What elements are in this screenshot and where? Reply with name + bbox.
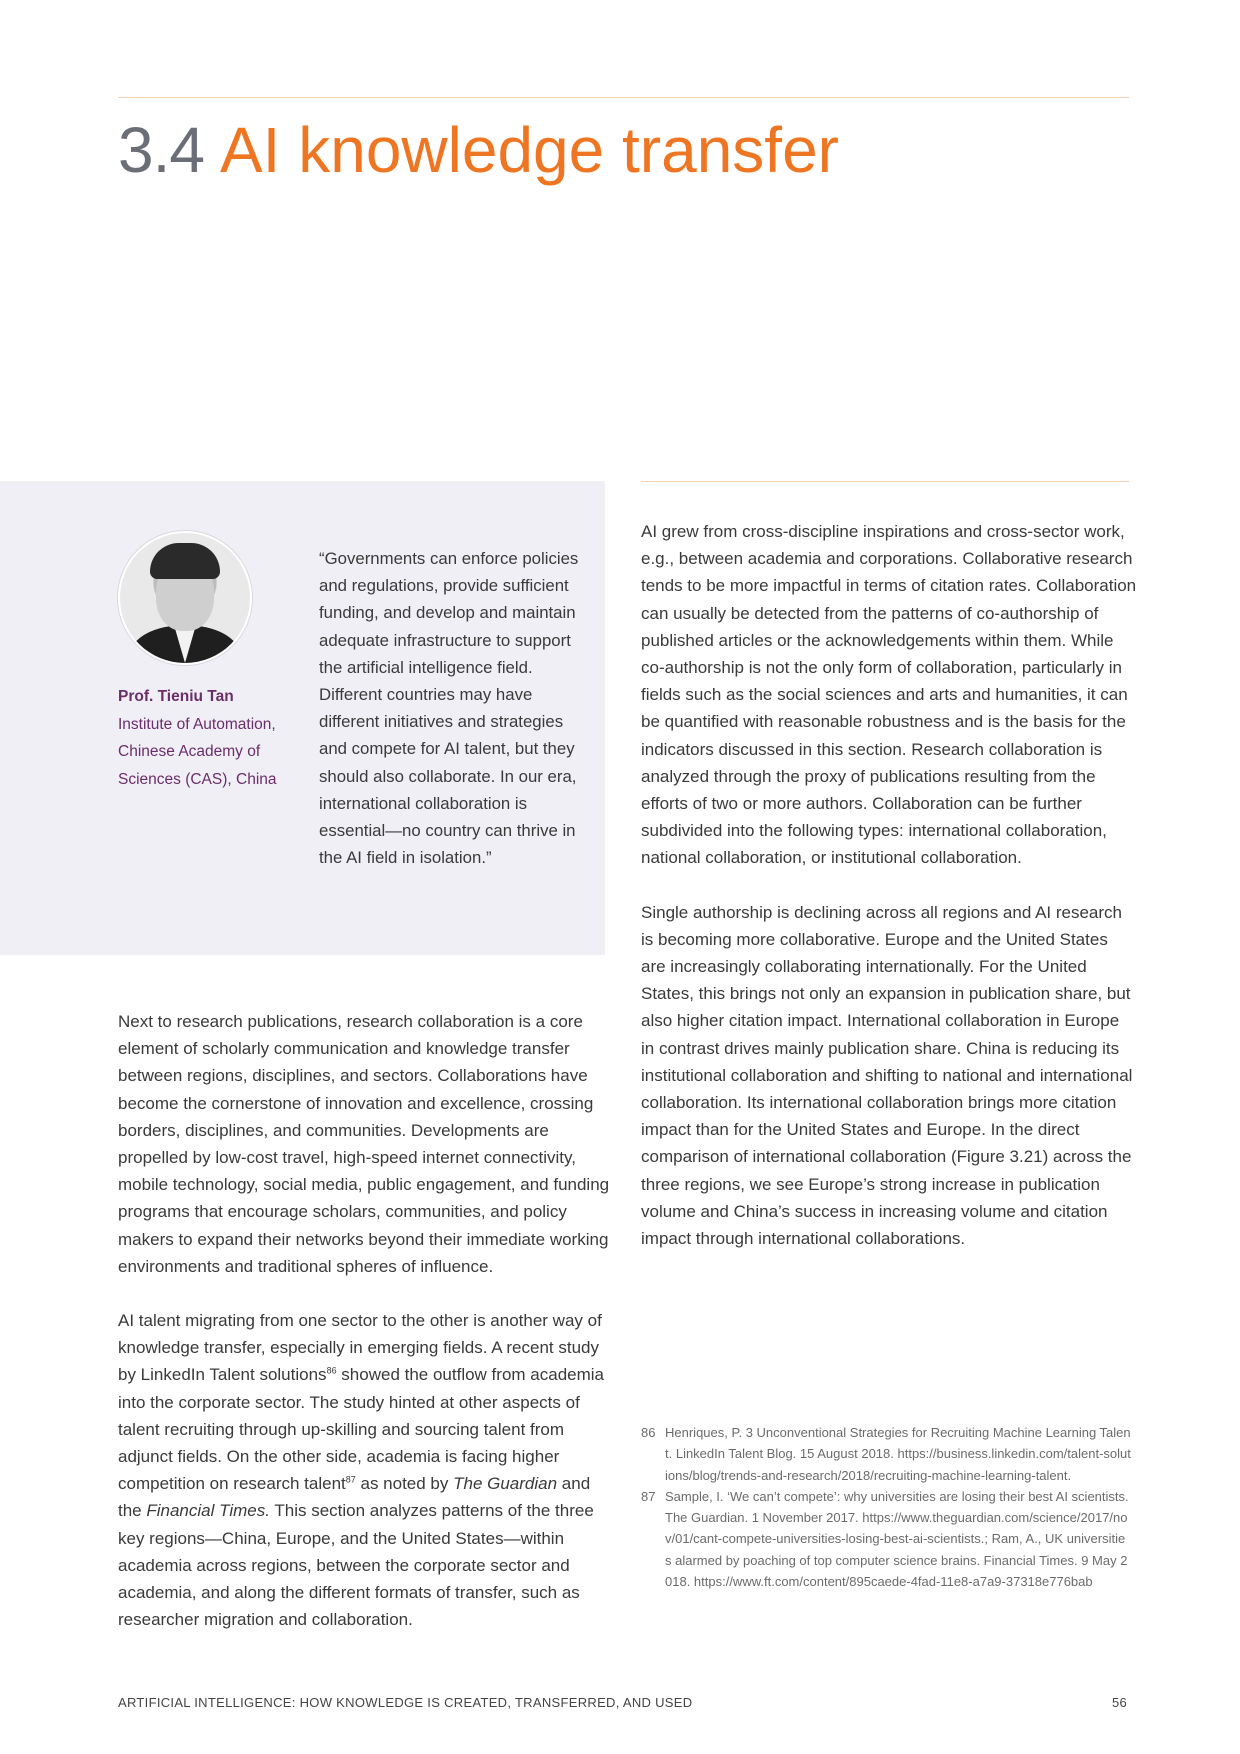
quote-attribution: [118, 683, 293, 793]
affiliation-line: Institute of Automation,: [118, 715, 276, 733]
footnotes: [641, 1422, 1131, 1592]
section-heading: [118, 114, 839, 186]
person-name: Prof. Tieniu Tan: [118, 688, 234, 705]
body-paragraph: Single authorship is declining across all regions and AI research is becoming more collaborative. Europe and the United States are increasingly collaborating internationally. For the United States, this brings not only an expansion in publication share, but also higher citation impact. International collaboration in Europe in contrast drives mainly publication share. China is reducing its institutional collaboration and shifting to national and international collaboration. Its international collaboration brings more citation impact than for the United States and Europe. In the direct comparison of international collaboration (Figure 3.21) across the three regions, we see Europe’s strong increase in publication volume and China’s success in increasing volume and citation impact through international collaborations.: [641, 902, 1133, 1249]
footnote-text: Henriques, P. 3 Unconventional Strategies for Recruiting Machine Learning Talent. LinkedIn Talent Blog. 15 August 2018. https://business.linkedin.com/talent-solutions/blog/trends-and-research/2018/recruiting-machine-learning-talent.: [665, 1425, 1131, 1483]
footnote-ref[interactable]: 87: [345, 1474, 356, 1485]
footnote-number: 87: [641, 1488, 656, 1504]
right-column-rule: [641, 481, 1129, 482]
pull-quote: “Governments can enforce policies and regulations, provide sufficient funding, and develop and maintain adequate infrastructure to support the artificial intelligence field. Different countries may have different initiatives and strategies and compete for AI talent, but they should also collaborate. In our era, international collaboration is essential—no country can thrive in the AI field in isolation.”: [319, 549, 579, 868]
section-title: AI knowledge transfer: [219, 114, 839, 186]
page-number: 56: [1112, 1695, 1128, 1710]
body-paragraph: AI talent migrating from one sector to the other is another way of knowledge transfer, especially in emerging fields. A recent study by LinkedIn Talent solutions$^{86}$ showed the outflow from academia into the corporate sector. The study hinted at other aspects of talent recruiting through up-skilling and sourcing talent from adjunct fields. On the other side, academia is facing higher competition on research talent$^{87}$ as noted by The Guardian and the Financial Times. This section analyzes patterns of the three key regions—China, Europe, and the United States—within academia across regions, between the corporate sector and academia, and along the different formats of transfer, such as researcher migration and collaboration.: [118, 1311, 604, 1630]
affiliation-line: Chinese Academy of: [118, 743, 261, 760]
top-rule: [118, 97, 1129, 98]
footnote: [641, 1486, 1131, 1592]
right-column: [641, 518, 1137, 1252]
footnote: [641, 1422, 1131, 1486]
footnote-text: Sample, I. ‘We can’t compete’: why universities are losing their best AI scientists. The Guardian. 1 November 2017. https://www.theguardian.com/science/2017/nov/01/cant-compete-universities-losing-best-ai-scientists.; Ram, A., UK universities alarmed by poaching of top computer science brains. Financial Times. 9 May 2018. https://www.ft.com/content/895caede-4fad-11e8-a7a9-37318e776bab: [665, 1488, 1129, 1590]
affiliation-line: Sciences (CAS), China: [118, 770, 277, 788]
footnote-ref[interactable]: 86: [326, 1365, 337, 1376]
running-footer: ARTIFICIAL INTELLIGENCE: HOW KNOWLEDGE IS CREATED, TRANSFERRED, AND USED: [118, 1695, 693, 1710]
left-column: [118, 1008, 610, 1633]
body-paragraph: Next to research publications, research collaboration is a core element of scholarly communication and knowledge transfer between regions, disciplines, and sectors. Collaborations have become the cornerstone of innovation and excellence, crossing borders, disciplines, and communities. Developments are propelled by low-cost travel, high-speed internet connectivity, mobile technology, social media, public engagement, and funding programs that encourage scholars, communities, and policy makers to expand their networks beyond their immediate working environments and traditional spheres of influence.: [118, 1012, 610, 1276]
footnote-number: 86: [641, 1425, 656, 1440]
body-paragraph: AI grew from cross-discipline inspirations and cross-sector work, e.g., between academia and corporations. Collaborative research tends to be more impactful in terms of citation rates. Collaboration can usually be detected from the patterns of co-authorship of published articles or the acknowledgements within them. While co-authorship is not the only form of collaboration, particularly in fields such as the social sciences and arts and humanities, it can be quantified with reasonable robustness and is the basis for the indicators discussed in this section. Research collaboration is analyzed through the proxy of publications resulting from the efforts of two or more authors. Collaboration can be further subdivided into the following types: international collaboration, national collaboration, or institutional collaboration.: [641, 522, 1137, 868]
section-number: 3.4: [118, 114, 204, 186]
avatar: [118, 531, 252, 665]
